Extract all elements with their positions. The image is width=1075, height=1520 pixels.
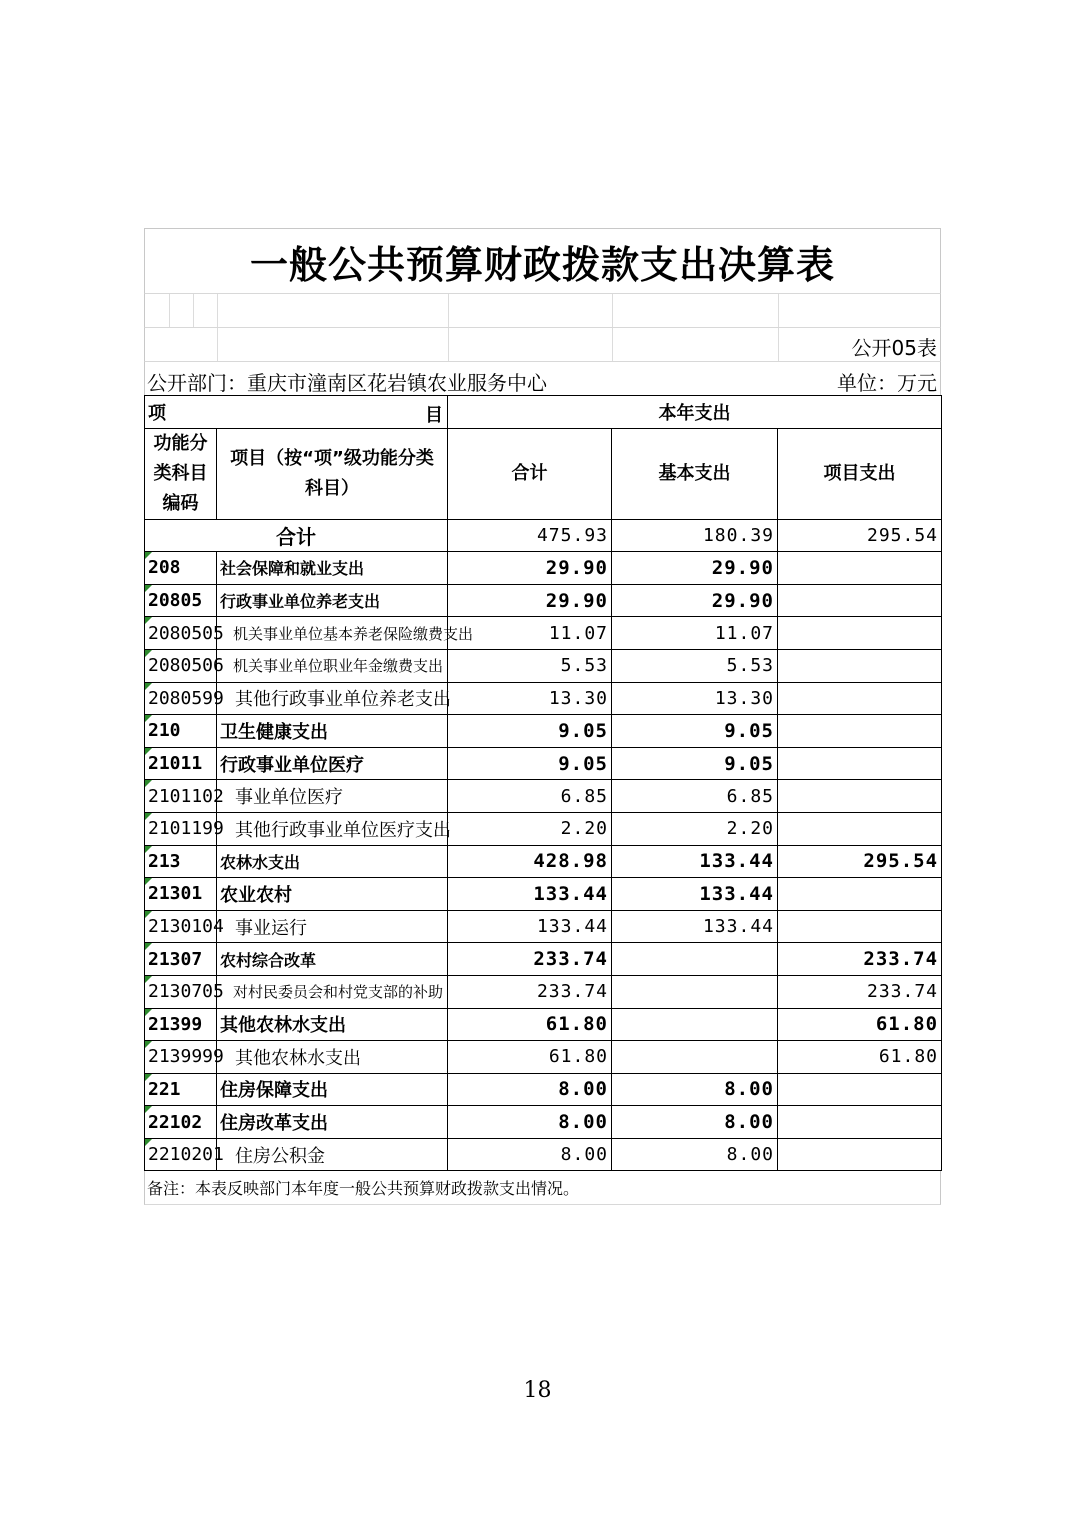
header-row-2: [145, 428, 942, 519]
row-project: 233.74: [778, 943, 942, 976]
row-basic: 133.44: [612, 845, 778, 878]
total-label: 合计: [145, 519, 448, 552]
row-name: 住房公积金: [217, 1138, 448, 1171]
row-project: 61.80: [778, 1041, 942, 1074]
page-title: 一般公共预算财政拨款支出决算表: [249, 242, 835, 287]
total-amount: 475.93: [448, 519, 612, 552]
row-project: [778, 682, 942, 715]
row-basic: [612, 943, 778, 976]
header-name: 项目（按“项”级功能分类科目）: [217, 428, 448, 519]
row-project: [778, 812, 942, 845]
header-this-year: 本年支出: [448, 396, 942, 429]
row-project: [778, 715, 942, 748]
row-total: 29.90: [448, 552, 612, 585]
row-total: 133.44: [448, 910, 612, 943]
row-code: 2080599: [145, 682, 217, 715]
row-code: 213: [145, 845, 217, 878]
table-row: [145, 975, 942, 1008]
row-total: 9.05: [448, 715, 612, 748]
table-row: [145, 910, 942, 943]
row-project: [778, 780, 942, 813]
row-name: 住房保障支出: [217, 1073, 448, 1106]
row-project: [778, 910, 942, 943]
row-basic: [612, 975, 778, 1008]
budget-sheet: [144, 228, 941, 1205]
expenditure-table: [144, 395, 942, 1171]
table-body: [145, 552, 942, 1171]
table-row: [145, 878, 942, 911]
row-project: [778, 747, 942, 780]
table-row: [145, 1073, 942, 1106]
row-code: 2210201: [145, 1138, 217, 1171]
row-basic: 8.00: [612, 1073, 778, 1106]
row-name: 农林水支出: [217, 845, 448, 878]
total-row: [145, 519, 942, 552]
row-basic: 8.00: [612, 1106, 778, 1139]
table-row: [145, 552, 942, 585]
row-total: 233.74: [448, 975, 612, 1008]
table-row: [145, 584, 942, 617]
note-row: [144, 1171, 941, 1205]
row-basic: 29.90: [612, 584, 778, 617]
table-row: [145, 845, 942, 878]
row-basic: 2.20: [612, 812, 778, 845]
row-code: 21301: [145, 878, 217, 911]
row-project: 295.54: [778, 845, 942, 878]
header-project: 项 目: [145, 396, 448, 429]
row-total: 61.80: [448, 1041, 612, 1074]
row-code: 208: [145, 552, 217, 585]
row-total: 133.44: [448, 878, 612, 911]
row-project: [778, 552, 942, 585]
title-row: [144, 228, 941, 293]
row-code: 21307: [145, 943, 217, 976]
row-name: 行政事业单位医疗: [217, 747, 448, 780]
row-code: 2130705: [145, 975, 217, 1008]
row-code: 221: [145, 1073, 217, 1106]
row-project: [778, 1138, 942, 1171]
row-basic: 9.05: [612, 715, 778, 748]
row-total: 8.00: [448, 1073, 612, 1106]
header-project-exp: 项目支出: [778, 428, 942, 519]
row-name: 事业单位医疗: [217, 780, 448, 813]
row-total: 13.30: [448, 682, 612, 715]
row-project: [778, 1106, 942, 1139]
header-row-1: [145, 396, 942, 429]
row-basic: 9.05: [612, 747, 778, 780]
table-row: [145, 812, 942, 845]
row-code: 2101199: [145, 812, 217, 845]
row-total: 8.00: [448, 1106, 612, 1139]
total-basic: 180.39: [612, 519, 778, 552]
row-basic: 11.07: [612, 617, 778, 650]
row-total: 6.85: [448, 780, 612, 813]
table-row: [145, 617, 942, 650]
row-basic: 133.44: [612, 878, 778, 911]
row-project: [778, 1073, 942, 1106]
header-basic: 基本支出: [612, 428, 778, 519]
row-total: 9.05: [448, 747, 612, 780]
table-row: [145, 1041, 942, 1074]
form-number-row: [144, 327, 941, 361]
row-project: [778, 617, 942, 650]
row-name: 住房改革支出: [217, 1106, 448, 1139]
row-name: 对村民委员会和村党支部的补助: [217, 975, 448, 1008]
row-code: 2101102: [145, 780, 217, 813]
row-code: 21011: [145, 747, 217, 780]
row-project: [778, 878, 942, 911]
table-row: [145, 1106, 942, 1139]
row-code: 21399: [145, 1008, 217, 1041]
row-name: 农村综合改革: [217, 943, 448, 976]
row-name: 其他农林水支出: [217, 1041, 448, 1074]
row-name: 卫生健康支出: [217, 715, 448, 748]
row-name: 其他行政事业单位养老支出: [217, 682, 448, 715]
row-basic: 29.90: [612, 552, 778, 585]
row-name: 其他农林水支出: [217, 1008, 448, 1041]
table-row: [145, 649, 942, 682]
row-total: 61.80: [448, 1008, 612, 1041]
row-code: 2080506: [145, 649, 217, 682]
row-basic: 133.44: [612, 910, 778, 943]
row-basic: 6.85: [612, 780, 778, 813]
table-row: [145, 1008, 942, 1041]
row-name: 农业农村: [217, 878, 448, 911]
row-code: 20805: [145, 584, 217, 617]
row-name: 机关事业单位基本养老保险缴费支出: [217, 617, 448, 650]
row-basic: 13.30: [612, 682, 778, 715]
page-number: 18: [523, 1378, 552, 1403]
row-project: 233.74: [778, 975, 942, 1008]
table-note: 备注：本表反映部门本年度一般公共预算财政拨款支出情况。: [147, 1179, 580, 1199]
form-number: 公开05表: [851, 336, 937, 360]
row-name: 行政事业单位养老支出: [217, 584, 448, 617]
row-total: 8.00: [448, 1138, 612, 1171]
row-total: 2.20: [448, 812, 612, 845]
row-basic: 5.53: [612, 649, 778, 682]
row-total: 29.90: [448, 584, 612, 617]
row-basic: [612, 1008, 778, 1041]
blank-row: [144, 293, 941, 327]
row-basic: 8.00: [612, 1138, 778, 1171]
row-code: 2130104: [145, 910, 217, 943]
table-row: [145, 747, 942, 780]
row-total: 233.74: [448, 943, 612, 976]
header-total: 合计: [448, 428, 612, 519]
row-project: [778, 584, 942, 617]
header-code: 功能分类科目编码: [145, 428, 217, 519]
total-project: 295.54: [778, 519, 942, 552]
row-total: 428.98: [448, 845, 612, 878]
row-code: 2080505: [145, 617, 217, 650]
department-label: 公开部门：重庆市潼南区花岩镇农业服务中心: [147, 371, 547, 395]
row-basic: [612, 1041, 778, 1074]
table-row: [145, 682, 942, 715]
unit-label: 单位：万元: [837, 371, 937, 395]
row-code: 210: [145, 715, 217, 748]
dept-row: [144, 361, 941, 395]
row-name: 社会保障和就业支出: [217, 552, 448, 585]
table-row: [145, 715, 942, 748]
table-row: [145, 780, 942, 813]
row-project: 61.80: [778, 1008, 942, 1041]
row-project: [778, 649, 942, 682]
row-code: 2139999: [145, 1041, 217, 1074]
row-name: 机关事业单位职业年金缴费支出: [217, 649, 448, 682]
row-code: 22102: [145, 1106, 217, 1139]
table-row: [145, 1138, 942, 1171]
row-name: 其他行政事业单位医疗支出: [217, 812, 448, 845]
row-total: 5.53: [448, 649, 612, 682]
table-row: [145, 943, 942, 976]
row-name: 事业运行: [217, 910, 448, 943]
row-total: 11.07: [448, 617, 612, 650]
